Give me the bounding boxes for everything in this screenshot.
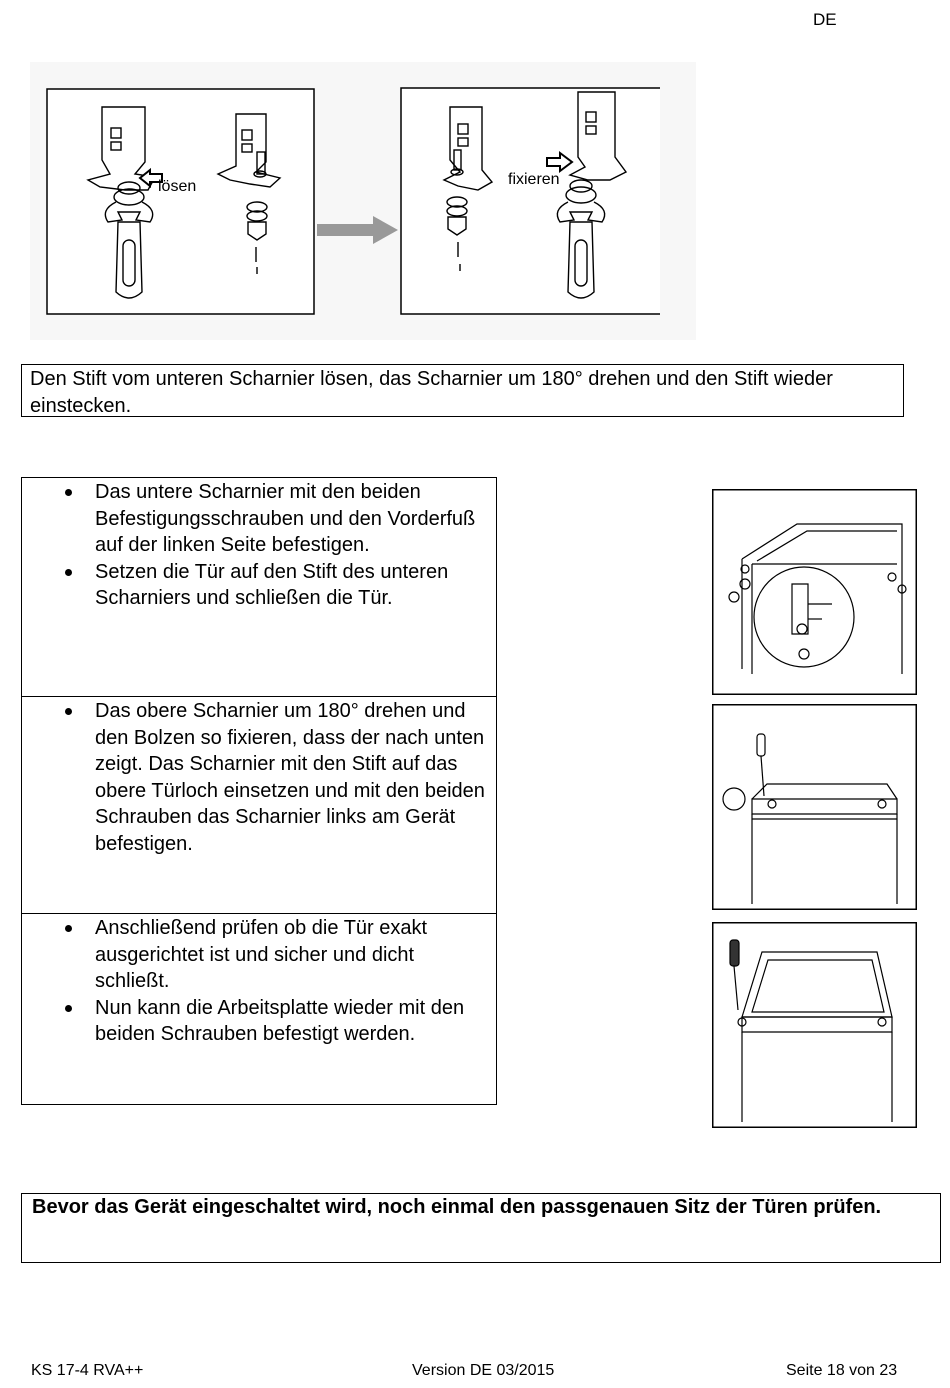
loosen-label: lösen (158, 178, 197, 195)
bullet-icon (65, 925, 72, 932)
list-item: Nun kann die Arbeitsplatte wieder mit den beiden Schrauben befestigt werden. (22, 995, 496, 1048)
bullet-icon (65, 708, 72, 715)
step-loosen-panel (47, 89, 314, 314)
fix-label: fixieren (508, 171, 560, 188)
bullet-icon (65, 489, 72, 496)
list-item: Das obere Scharnier um 180° drehen und den Bolzen so fixieren, dass der nach unten zeigt. Das Scharnier mit den Stift auf das obere Türloch einsetzen und mit den beiden Schrauben das Scharnier links am Gerät befestigen. (22, 698, 496, 858)
worktop-figure (712, 922, 917, 1128)
lower-hinge-figure (712, 489, 917, 695)
instruction-cell-3 (22, 913, 496, 1104)
step-fix-panel (401, 88, 660, 314)
footer-version: Version DE 03/2015 (412, 1362, 555, 1379)
instruction-table (21, 477, 497, 1105)
hinge-pin-caption: Den Stift vom unteren Scharnier lösen, das Scharnier um 180° drehen und den Stift wieder einstecken. (21, 364, 904, 417)
language-code: DE (813, 10, 837, 29)
bullet-icon (65, 1005, 72, 1012)
instruction-cell-1 (22, 478, 496, 696)
hinge-pin-figure (30, 62, 696, 340)
footer-model: KS 17-4 RVA++ (31, 1362, 144, 1379)
list-item: Anschließend prüfen ob die Tür exakt ausgerichtet ist und sicher und dicht schließt. (22, 915, 496, 995)
final-check-note: Bevor das Gerät eingeschaltet wird, noch einmal den passgenauen Sitz der Türen prüfen. (21, 1193, 941, 1263)
list-item: Das untere Scharnier mit den beiden Befestigungsschrauben und den Vorderfuß auf der linken Seite befestigen. (22, 479, 496, 559)
bullet-icon (65, 569, 72, 576)
instruction-cell-2 (22, 696, 496, 913)
list-item: Setzen die Tür auf den Stift des unteren Scharniers und schließen die Tür. (22, 559, 496, 612)
upper-hinge-figure (712, 704, 917, 910)
footer-page-number: Seite 18 von 23 (786, 1362, 898, 1379)
